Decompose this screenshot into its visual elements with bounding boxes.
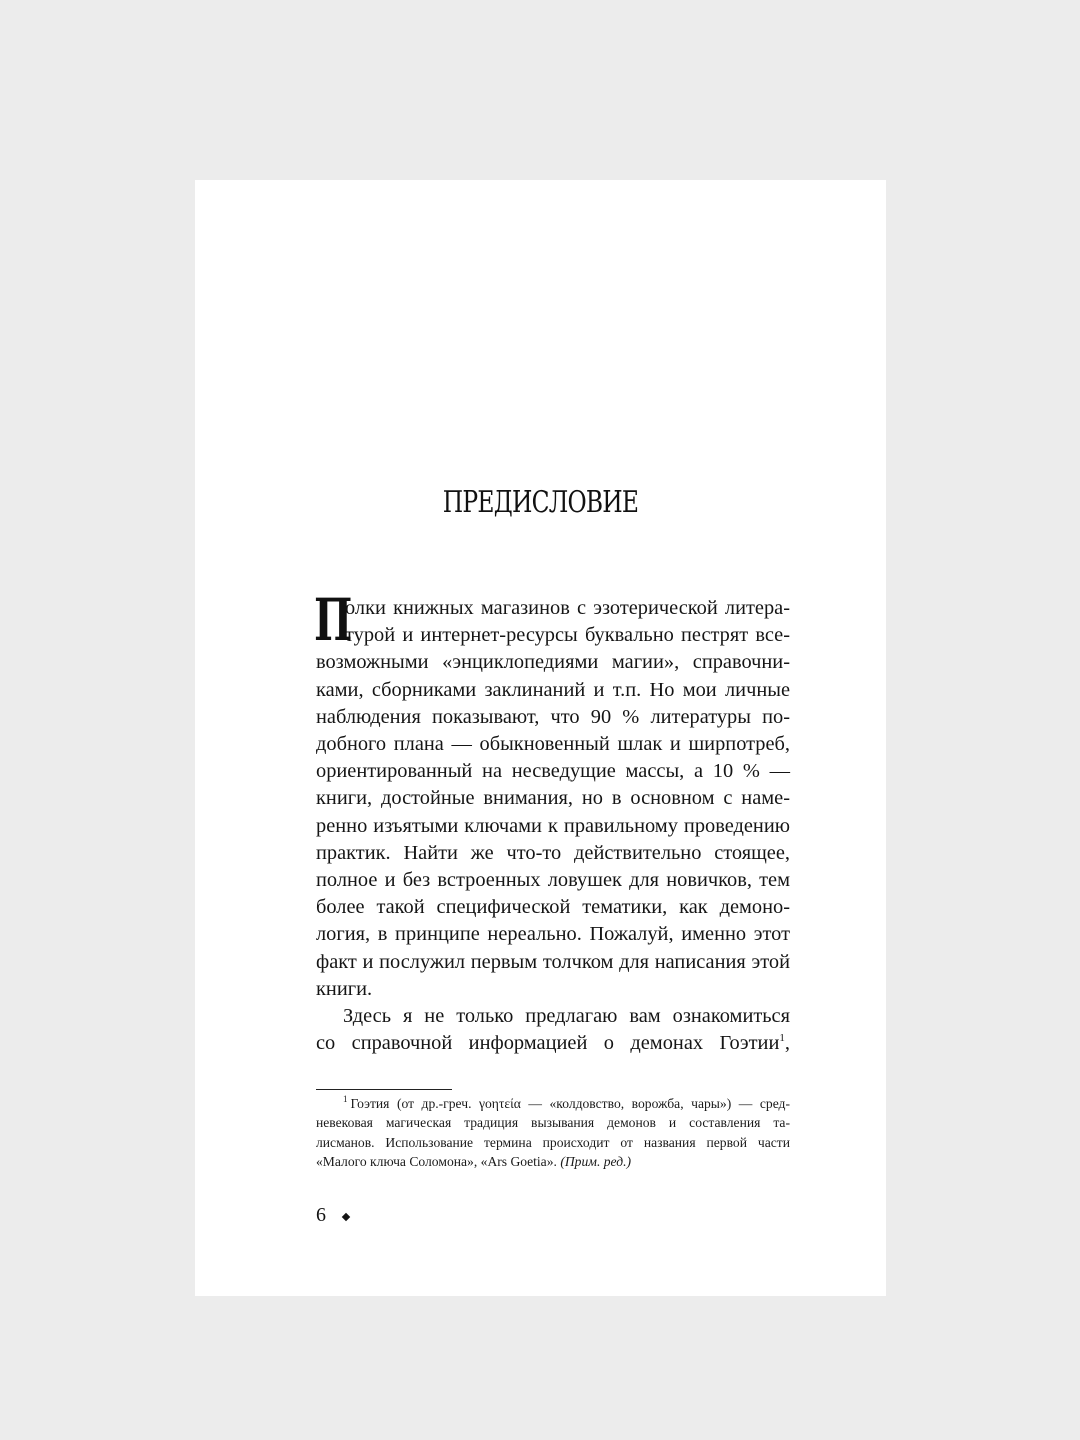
body-line: ориентированный на несведущие массы, а 10 % — (316, 760, 790, 783)
body-line: ками, сборниками заклинаний и т.п. Но мои личные (316, 678, 790, 701)
body-line: добного плана — обыкновенный шлак и ширпотреб, (316, 733, 790, 756)
body-line: факт и послужил первым толчком для написания этой (316, 950, 790, 973)
body-line: ренно изъятыми ключами к правильному проведению (316, 814, 790, 837)
footnote-line (316, 1094, 790, 1113)
body-line-text: со справочной информацией о демонах Гоэтии (316, 1032, 780, 1055)
drop-cap-box (314, 586, 353, 654)
book-page (195, 180, 886, 1296)
footnote-mark: 1 (343, 1094, 348, 1105)
body-line: возможными «энциклопедиями магии», справочни- (316, 651, 790, 674)
footnote-line: невековая магическая традиция вызывания демонов и составления та- (316, 1115, 790, 1131)
chapter-title: ПРЕДИСЛОВИЕ (442, 485, 639, 520)
body-line: логия, в принципе нереально. Пожалуй, именно этот (316, 923, 790, 946)
body-text (314, 586, 790, 1057)
footnote (316, 1094, 790, 1172)
trailing-punctuation: , (784, 1032, 790, 1055)
body-line-with-footnote (316, 1030, 790, 1057)
body-line: олки книжных магазинов с эзотерической литера- (345, 597, 790, 619)
body-line: практик. Найти же что-то действительно стоящее, (316, 841, 790, 864)
diamond-ornament-icon (342, 1213, 350, 1221)
footnote-line-text: «Малого ключа Соломона», «Ars Goetia». (316, 1154, 557, 1170)
footnote-line-text: Гоэтия (от др.-греч. γοητεία — «колдовство, ворожба, чары») — сред- (350, 1096, 790, 1111)
body-line: турой и интернет-ресурсы буквально пестрят все- (345, 624, 790, 647)
body-line: наблюдения показывают, что 90 % литературы по- (316, 705, 790, 728)
footnote-reference[interactable]: 1 (779, 1032, 785, 1045)
body-line: книги, достойные внимания, но в основном с наме- (316, 787, 790, 810)
footnote-line (316, 1152, 790, 1171)
editor-note: (Прим. ред.) (560, 1154, 632, 1170)
drop-cap: П (314, 586, 353, 654)
footnote-line: лисманов. Использование термина происходит от названия первой части (316, 1134, 790, 1150)
page-number: 6 (316, 1204, 326, 1226)
footnote-separator (316, 1089, 452, 1090)
body-line: книги. (316, 977, 373, 1000)
body-line: полное и без встроенных ловушек для новичков, тем (316, 869, 790, 892)
body-line: Здесь я не только предлагаю вам ознакомиться (343, 1005, 790, 1028)
body-line: более такой специфической тематики, как демоно- (316, 896, 790, 919)
